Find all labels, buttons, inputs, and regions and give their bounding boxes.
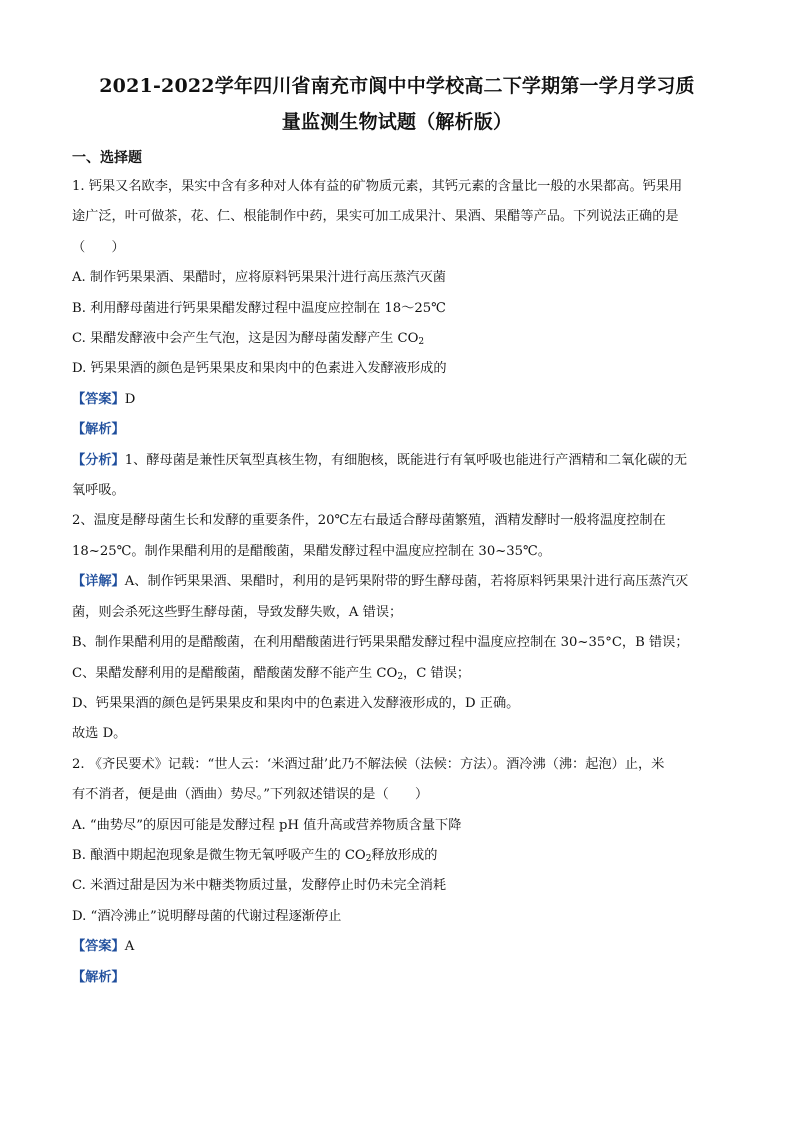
- q1-fenxi-line-2: 氧呼吸。: [72, 483, 125, 499]
- analysis-tag: 【解析】: [72, 422, 125, 438]
- q2-stem-line-1: 2. 《齐民要术》记载：“世人云：‘米酒过甜’此乃不解法候（法候：方法）。酒冷沸（沸：起泡）止，米: [72, 756, 665, 772]
- q2-analysis: [72, 963, 722, 993]
- q2-option-b-text: B. 酿酒中期起泡现象是微生物无氧呼吸产生的 CO: [72, 847, 366, 863]
- q1-option-b: B. 利用酵母菌进行钙果果醋发酵过程中温度应控制在 18～25℃: [72, 300, 446, 316]
- answer-tag: 【答案】: [72, 939, 125, 955]
- q1-detail-c-post: ，C 错误；: [403, 665, 471, 681]
- q1-conclusion: 故选 D。: [72, 726, 127, 742]
- q1-stem-line-3: （ ）: [72, 239, 125, 255]
- q1-point2-line-1: 2、温度是酵母菌生长和发酵的重要条件，20℃左右最适合酵母菌繁殖，酒精发酵时一般将温度控制在: [72, 513, 666, 529]
- q1-option-d: D. 钙果果酒的颜色是钙果果皮和果肉中的色素进入发酵液形成的: [72, 361, 447, 377]
- q1-answer: [72, 385, 722, 415]
- title-line-2: 量监测生物试题（解析版）: [281, 111, 513, 133]
- question-2: [72, 750, 722, 993]
- q1-detail-d: D、钙果果酒的颜色是钙果果皮和果肉中的色素进入发酵液形成的，D 正确。: [72, 695, 520, 711]
- q1-detail-line-2: 菌，则会杀死这些野生酵母菌，导致发酵失败，A 错误；: [72, 604, 403, 620]
- q1-detail-line-1: [72, 567, 722, 597]
- q2-option-a: A. “曲势尽”的原因可能是发酵过程 pH 值升高或营养物质含量下降: [72, 817, 462, 833]
- q1-detail-text-1: A、制作钙果果酒、果醋时，利用的是钙果附带的野生酵母菌，若将原料钙果果汁进行高压蒸汽灭: [124, 574, 689, 590]
- xiangjie-tag: 【详解】: [72, 574, 125, 590]
- q1-detail-c-text: C、果醋发酵利用的是醋酸菌，醋酸菌发酵不能产生 CO: [72, 665, 398, 681]
- q2-stem-line-2: 有不消者，便是曲（酒曲）势尽。”下列叙述错误的是（ ）: [72, 787, 429, 803]
- q1-option-a: A. 制作钙果果酒、果醋时，应将原料钙果果汁进行高压蒸汽灭菌: [72, 270, 446, 286]
- q2-option-c: C. 米酒过甜是因为米中糖类物质过量，发酵停止时仍未完全消耗: [72, 878, 447, 894]
- q1-answer-value: D: [124, 391, 136, 407]
- q2-answer-value: A: [124, 939, 135, 955]
- q2-option-b-post: 释放形成的: [371, 847, 438, 863]
- q1-detail-b: B、制作果醋利用的是醋酸菌，在利用醋酸菌进行钙果果醋发酵过程中温度应控制在 30~35°C，B 错误；: [72, 635, 689, 651]
- q2-option-d: D. “酒冷沸止”说明酵母菌的代谢过程逐渐停止: [72, 908, 342, 924]
- q1-fenxi-text-1: 1、酵母菌是兼性厌氧型真核生物，有细胞核，既能进行有氧呼吸也能进行产酒精和二氧化碳的无: [124, 452, 688, 468]
- analysis-tag: 【解析】: [72, 969, 125, 985]
- q2-answer: [72, 932, 722, 962]
- q1-option-c: [72, 324, 722, 354]
- q1-detail-c: [72, 659, 722, 689]
- q1-detail-c-subscript: 2: [397, 671, 404, 682]
- q1-fenxi-line-1: [72, 446, 722, 476]
- document-title: [72, 68, 722, 140]
- q1-option-c-subscript: 2: [418, 337, 425, 348]
- q1-option-c-text: C. 果醋发酵液中会产生气泡，这是因为酵母菌发酵产生 CO: [72, 331, 419, 347]
- q1-stem-line-2: 途广泛，叶可做茶，花、仁、根能制作中药，果实可加工成果汁、果酒、果醋等产品。下列说法正确的是: [72, 209, 679, 225]
- fenxi-tag: 【分析】: [72, 452, 125, 468]
- title-line-1: 2021-2022学年四川省南充市阆中中学校高二下学期第一学月学习质: [99, 75, 695, 97]
- section-heading: 一、选择题: [72, 150, 142, 166]
- answer-tag: 【答案】: [72, 391, 125, 407]
- q1-point2-line-2: 18~25℃。制作果醋利用的是醋酸菌，果醋发酵过程中温度应控制在 30~35℃。: [72, 543, 551, 559]
- q2-option-b-subscript: 2: [365, 853, 372, 864]
- question-1: [72, 172, 722, 750]
- q2-option-b: [72, 841, 722, 871]
- q1-analysis: [72, 415, 722, 445]
- q1-stem-line-1: 1. 钙果又名欧李，果实中含有多种对人体有益的矿物质元素，其钙元素的含量比一般的水果都高。钙果用: [72, 179, 683, 194]
